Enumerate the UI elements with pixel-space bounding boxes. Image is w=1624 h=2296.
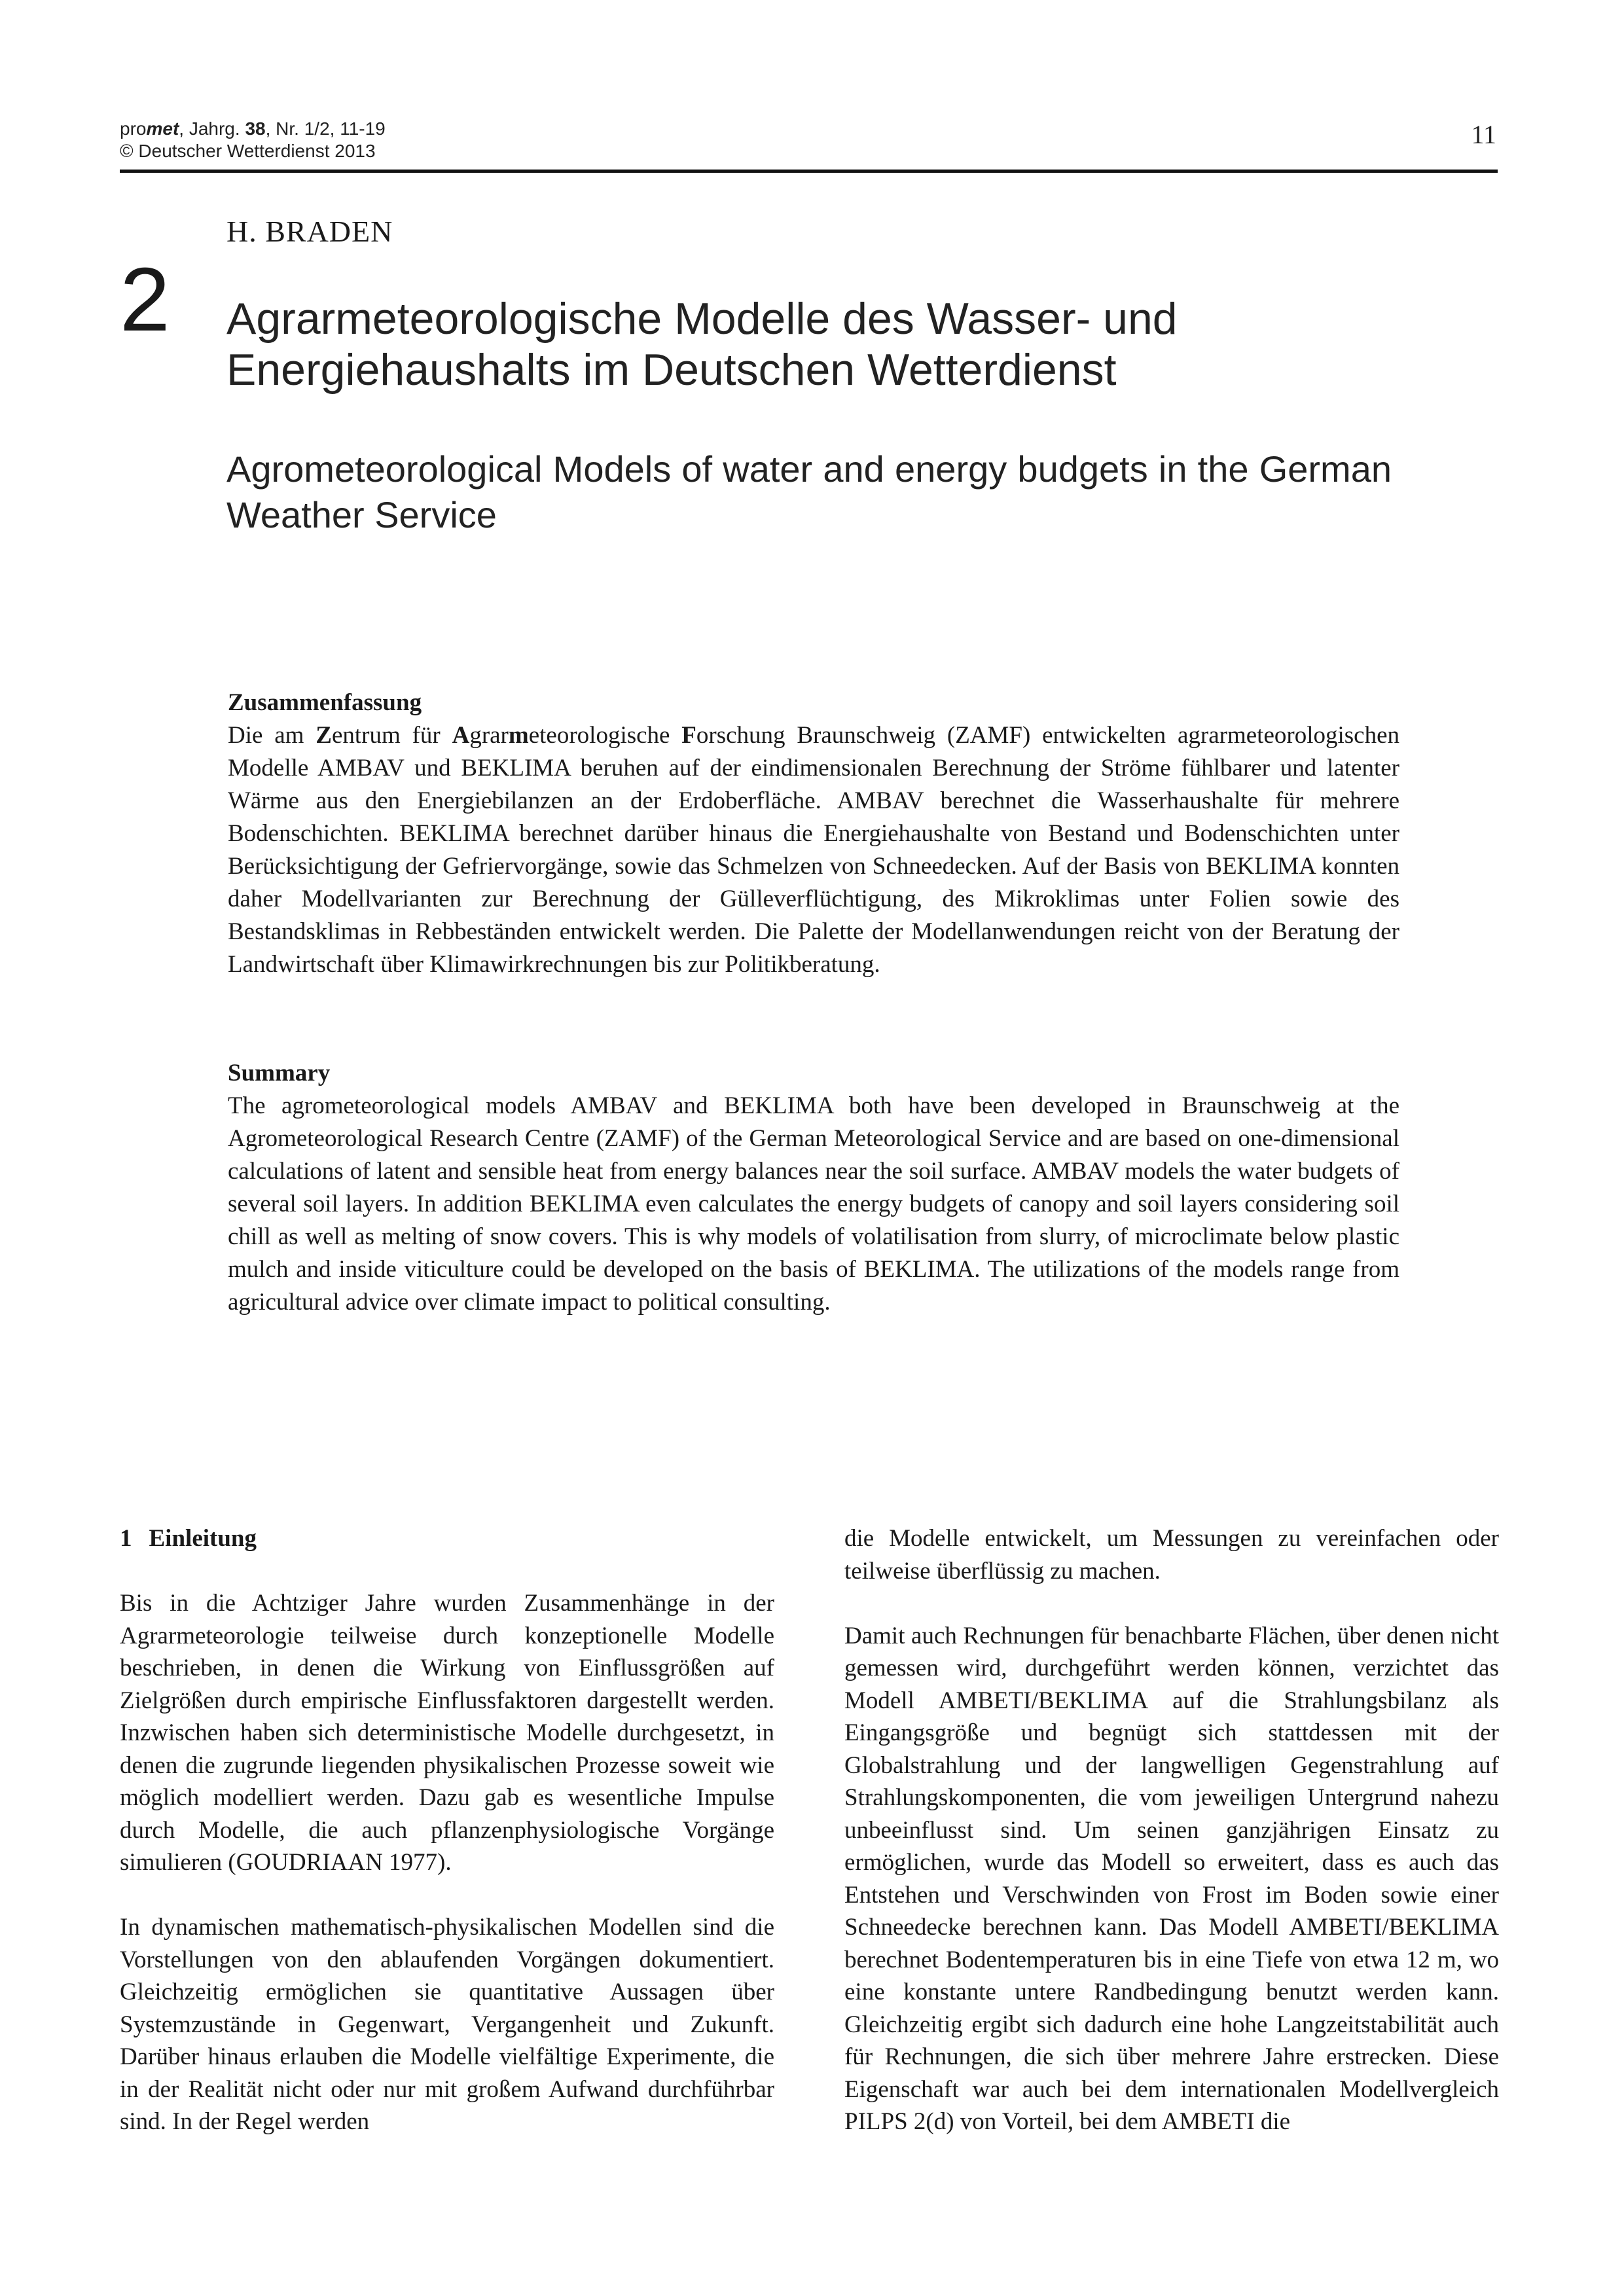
body-paragraph: Damit auch Rechnungen für benachbarte Flächen, über denen nicht gemessen wird, durchgeführt werden können, verzichtet das Modell AMBETI/BEKLIMA auf die Strahlungsbilanz als Eingangsgröße und begnügt sich stattdessen mit der Globalstrahlung und der langwelligen Gegenstrahlung auf Strahlungskomponenten, die vom jeweiligen Untergrund nahezu unbeeinflusst sind. Um seinen ganzjährigen Einsatz zu ermöglichen, wurde das Modell so erweitert, dass es auch das Entstehen und Verschwinden von Frost im Boden sowie einer Schneedecke berechnen kann. Das Modell AMBETI/BEKLIMA berechnet Bodentemperaturen bis in eine Tiefe von etwa 12 m, wo eine konstante untere Randbedingung benutzt werden kann. Gleichzeitig ergibt sich dadurch eine hohe Langzeitstabilität auch für Rechnungen, die sich über mehrere Jahre erstrecken. Diese Eigenschaft war auch bei dem internationalen Modellvergleich PILPS 2(d) von Vorteil, bei dem AMBETI die: [844, 1622, 1499, 2135]
page-number: 11: [1471, 120, 1496, 149]
body-column-left: [120, 1522, 774, 2138]
body-paragraph: die Modelle entwickelt, um Messungen zu vereinfachen oder teilweise überflüssig zu machen.: [844, 1525, 1499, 1585]
body-paragraph: In dynamischen mathematisch-physikalischen Modellen sind die Vorstellungen von den ablaufenden Vorgängen dokumentiert. Gleichzeitig ermöglichen sie quantitative Aussagen über Systemzustände in Gegenwart, Vergangenheit und Zukunft. Darüber hinaus erlauben die Modelle vielfältige Experimente, die in der Realität nicht oder nur mit großem Aufwand durchführbar sind. In der Regel werden: [120, 1914, 774, 2135]
chapter-number: 2: [120, 249, 170, 350]
author-name: H. BRADEN: [226, 215, 393, 248]
abstract-english: [228, 1057, 1399, 1319]
body-paragraph: Bis in die Achtziger Jahre wurden Zusammenhänge in der Agrarmeteorologie teilweise durch konzeptionelle Modelle beschrieben, in denen die Wirkung von Einflussgrößen auf Zielgrößen durch empirische Einflussfaktoren dargestellt werden. Inzwischen haben sich deterministische Modelle durchgesetzt, in denen die zugrunde liegenden physikalischen Prozesse soweit wie möglich modelliert werden. Dazu gab es wesentliche Impulse durch Modelle, die auch pflanzenphysiologische Vorgänge simulieren (GOUDRIAAN 1977).: [120, 1590, 774, 1876]
article-title-german: Agrarmeteorologische Modelle des Wasser- und Energiehaushalts im Deutschen Wetterdienst: [226, 294, 1178, 395]
section-number: 1: [120, 1525, 132, 1552]
journal-year-label: , Jahrg.: [179, 118, 245, 139]
body-column-right: [844, 1522, 1499, 2138]
abstract-german-text: Die am Zentrum für Agrarmeteorologische Forschung Braunschweig (ZAMF) entwickelten agrarmeteorologischen Modelle AMBAV und BEKLIMA beruhen auf der eindimensionalen Berechnung der Ströme fühlbarer und latenter Wärme aus den Energiebilanzen an der Erdoberfläche. AMBAV berechnet die Wasserhaushalte für mehrere Bodenschichten. BEKLIMA berechnet darüber hinaus die Energiehaushalte von Bestand und Bodenschichten unter Berücksichtigung der Gefriervorgänge, sowie das Schmelzen von Schneedecken. Auf der Basis von BEKLIMA konnten daher Modellvarianten zur Berechnung der Gülleverflüchtigung, des Mikroklimas unter Folien sowie des Bestandsklimas in Rebbeständen entwickelt werden. Die Palette der Modellanwendungen reicht von der Beratung der Landwirtschaft über Klimawirkrechnungen bis zur Politikberatung.: [228, 722, 1400, 978]
abstract-german-heading: Zusammenfassung: [228, 689, 422, 716]
abstract-english-text: The agrometeorological models AMBAV and BEKLIMA both have been developed in Braunschweig at the Agrometeorological Research Centre (ZAMF) of the German Meteorological Service and are based on one-dimensional calculations of latent and sensible heat from energy balances near the soil surface. AMBAV models the water budgets of several soil layers. In addition BEKLIMA even calculates the energy budgets of canopy and soil layers considering soil chill as well as melting of snow covers. This is why models of volatilisation from slurry, of microclimate below plastic mulch and inside viticulture could be developed on the basis of BEKLIMA. The utilizations of the models range from agricultural advice over climate impact to political consulting.: [228, 1092, 1399, 1316]
section-heading: [120, 1522, 774, 1555]
journal-issue-pages: , Nr. 1/2, 11-19: [265, 118, 386, 139]
copyright-line: © Deutscher Wetterdienst 2013: [120, 141, 376, 161]
section-title: Einleitung: [149, 1525, 257, 1552]
header-divider: [120, 170, 1498, 173]
running-header: [120, 118, 386, 162]
journal-citation: [120, 118, 386, 140]
journal-volume: 38: [245, 118, 266, 139]
journal-name-prefix: pro: [120, 118, 147, 139]
abstract-english-heading: Summary: [228, 1060, 331, 1086]
article-title-english: Agrometeorological Models of water and energy budgets in the German Weather Service: [226, 448, 1392, 535]
journal-name-emphasis: met: [146, 118, 179, 139]
abstract-german: [228, 687, 1399, 981]
